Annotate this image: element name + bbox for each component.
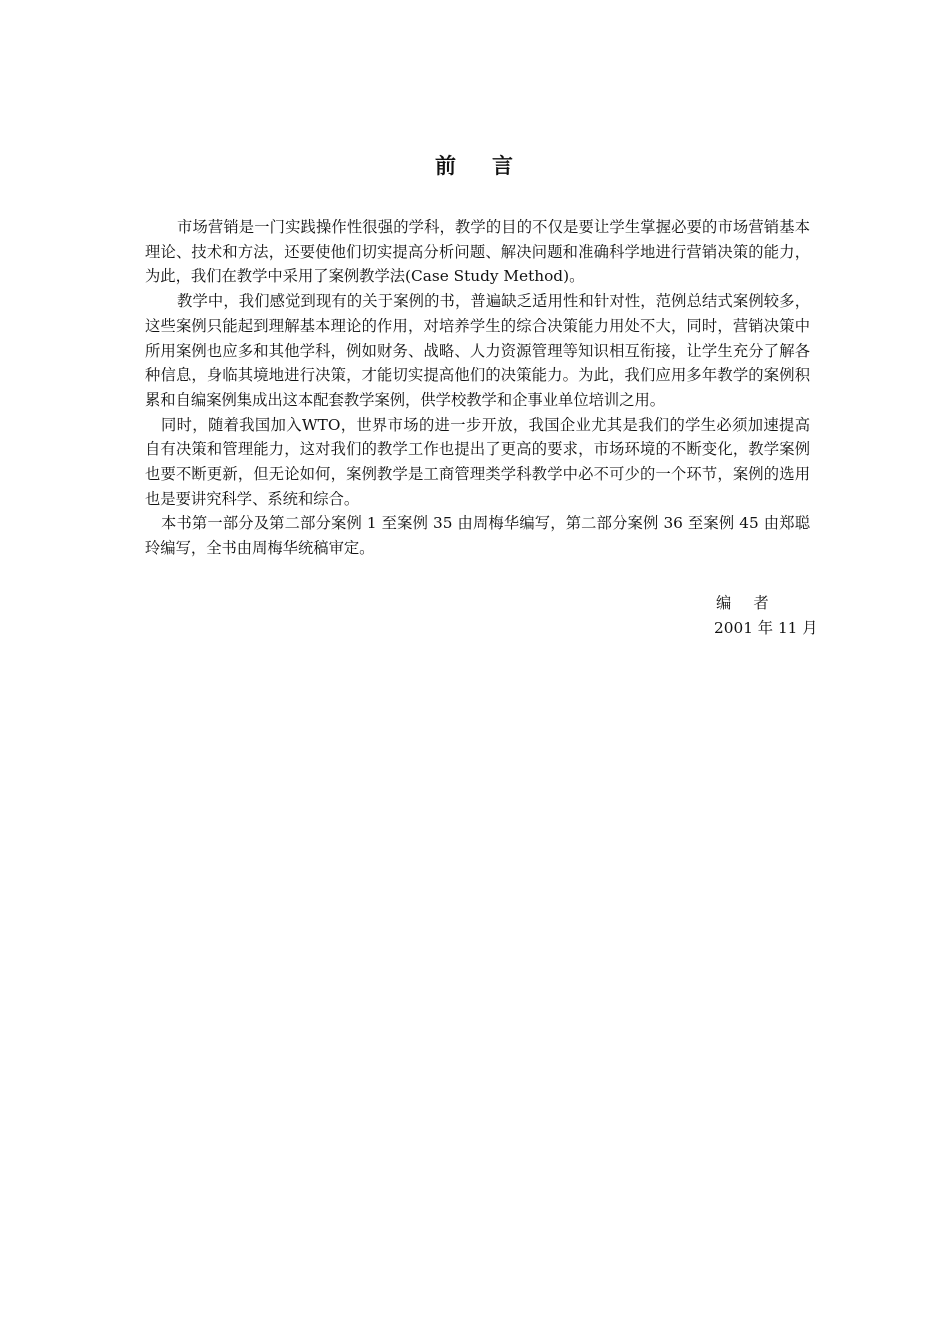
signature-block xyxy=(690,591,818,640)
paragraph-3: 同时，随着我国加入WTO，世界市场的进一步开放，我国企业尤其是我们的学生必须加速提高自有决策和管理能力，这对我们的教学工作也提出了更高的要求，市场环境的不断变化，教学案例也要不断更新，但无论如何，案例教学是工商管理类学科教学中必不可少的一个环节，案例的选用也是要讲究科学、系统和综合。 xyxy=(145,415,810,508)
date-line: 2001 年 11 月 xyxy=(714,618,818,637)
title-char-1: 前 xyxy=(435,153,458,178)
paragraph-4: 本书第一部分及第二部分案例 1 至案例 35 由周梅华编写，第二部分案例 36 至案例 45 由郑聪玲编写，全书由周梅华统稿审定。 xyxy=(145,514,810,558)
page-title xyxy=(0,150,950,180)
title-char-2: 言 xyxy=(492,153,515,178)
author-label xyxy=(690,591,810,616)
paragraph-1: 市场营销是一门实践操作性很强的学科，教学的目的不仅是要让学生掌握必要的市场营销基本理论、技术和方法，还要使他们切实提高分析问题、解决问题和准确科学地进行营销决策的能力，为此，我们在教学中采用了案例教学法(Case Study Method)。 xyxy=(145,218,810,286)
author-char-2: 者 xyxy=(753,594,769,612)
paragraph-2: 教学中，我们感觉到现有的关于案例的书，普遍缺乏适用性和针对性，范例总结式案例较多，这些案例只能起到理解基本理论的作用，对培养学生的综合决策能力用处不大，同时，营销决策中所用案例也应多和其他学科，例如财务、战略、人力资源管理等知识相互衔接，让学生充分了解各种信息，身临其境地进行决策，才能切实提高他们的决策能力。为此，我们应用多年教学的案例积累和自编案例集成出这本配套教学案例，供学校教学和企事业单位培训之用。 xyxy=(145,292,810,409)
preface-body xyxy=(145,215,810,561)
author-char-1: 编 xyxy=(716,594,732,612)
